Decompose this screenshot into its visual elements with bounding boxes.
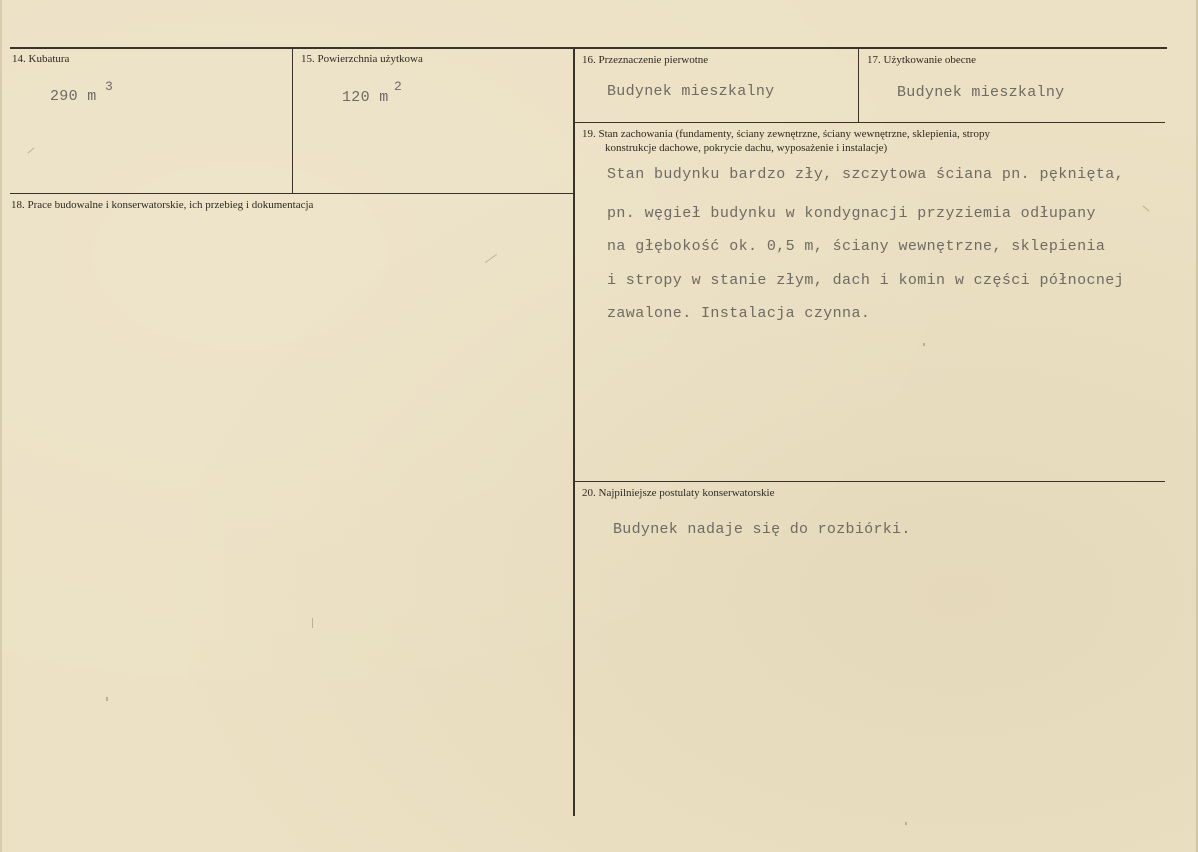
postulaty-value: Budynek nadaje się do rozbiórki. — [613, 521, 911, 538]
stan-zachowania-label-line2: konstrukcje dachowe, pokrycie dachu, wyposażenie i instalacje) — [605, 142, 888, 154]
paper-mark — [28, 148, 35, 154]
divider-14-15 — [292, 48, 293, 194]
powierzchnia-label: 15. Powierzchnia użytkowa — [301, 53, 423, 65]
divider-16-17 — [858, 48, 859, 123]
top-rule — [10, 47, 1167, 49]
stan-zachowania-label-line1: 19. Stan zachowania (fundamenty, ściany zewnętrzne, ściany wewnętrzne, sklepienia, stropy — [582, 128, 990, 140]
kubatura-value: 290 m — [50, 88, 97, 105]
paper-mark — [1143, 206, 1150, 212]
stan-zachowania-line-5: zawalone. Instalacja czynna. — [607, 305, 871, 322]
rule-above-postulaty — [575, 481, 1165, 482]
paper-mark — [905, 822, 907, 825]
paper-mark — [923, 343, 925, 346]
rule-under-usage-row — [575, 122, 1165, 123]
paper-mark — [485, 254, 497, 263]
prace-budowlane-label: 18. Prace budowalne i konserwatorskie, ich przebieg i dokumentacja — [11, 199, 314, 211]
postulaty-label: 20. Najpilniejsze postulaty konserwatorskie — [582, 487, 775, 499]
przeznaczenie-label: 16. Przeznaczenie pierwotne — [582, 54, 709, 66]
stan-zachowania-line-2: pn. węgieł budynku w kondygnacji przyziemia odłupany — [607, 205, 1096, 222]
kubatura-unit-exponent: 3 — [105, 79, 113, 94]
paper-mark — [312, 618, 313, 628]
stan-zachowania-line-3: na głębokość ok. 0,5 m, ściany wewnętrzne, sklepienia — [607, 238, 1106, 255]
stan-zachowania-line-4: i stropy w stanie złym, dach i komin w części północnej — [607, 272, 1125, 289]
przeznaczenie-value: Budynek mieszkalny — [607, 83, 775, 100]
stan-zachowania-line-1: Stan budynku bardzo zły, szczytowa ściana pn. pęknięta, — [607, 166, 1125, 183]
powierzchnia-value: 120 m — [342, 89, 389, 106]
center-divider — [573, 48, 575, 816]
uzytkowanie-label: 17. Użytkowanie obecne — [867, 54, 977, 66]
uzytkowanie-value: Budynek mieszkalny — [897, 84, 1065, 101]
kubatura-label: 14. Kubatura — [12, 53, 70, 65]
paper-mark — [106, 697, 108, 701]
powierzchnia-unit-exponent: 2 — [394, 79, 402, 94]
